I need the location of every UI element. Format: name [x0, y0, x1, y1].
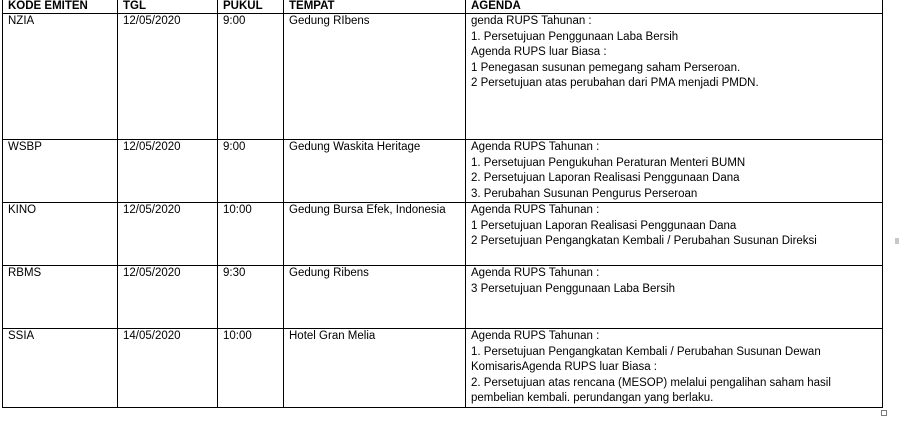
- header-tgl: TGL: [118, 0, 218, 14]
- table-row: [3, 266, 883, 329]
- cell-tgl: 12/05/2020: [118, 266, 218, 329]
- table-resize-handle[interactable]: [881, 410, 887, 416]
- cell-pukul: 10:00: [218, 203, 284, 266]
- agenda-line: 3 Persetujuan Penggunaan Laba Bersih: [471, 282, 675, 295]
- agenda-line: 2 Persetujuan Pengangkatan Kembali / Perubahan Susunan Direksi: [471, 235, 817, 247]
- table-row: [3, 14, 883, 140]
- table-row: [3, 203, 883, 266]
- agenda-line: Agenda RUPS luar Biasa :: [471, 46, 607, 58]
- cell-kode-emiten: RBMS: [3, 266, 118, 329]
- agenda-line: genda RUPS Tahunan :: [471, 15, 592, 27]
- header-kode-emiten: KODE EMITEN: [3, 0, 118, 14]
- cell-agenda: [466, 266, 883, 329]
- agenda-line: 1. Persetujuan Pengangkatan Kembali / Perubahan Susunan Dewan: [471, 345, 821, 358]
- agenda-line: Agenda RUPS Tahunan :: [471, 204, 600, 216]
- cell-kode-emiten: WSBP: [3, 140, 118, 203]
- cell-tgl: 14/05/2020: [118, 329, 218, 408]
- agenda-line: KomisarisAgenda RUPS luar Biasa :: [471, 361, 657, 373]
- agenda-line: 2. Persetujuan Laporan Realisasi Penggunaan Dana: [471, 172, 740, 184]
- agenda-line: 1 Penegasan susunan pemegang saham Perseroan.: [471, 61, 741, 74]
- agenda-line: 2. Persetujuan atas rencana (MESOP) melalui pengalihan saham hasil: [471, 376, 831, 389]
- header-row: [3, 0, 883, 14]
- agenda-line: 1. Persetujuan Pengukuhan Peraturan Menteri BUMN: [471, 156, 746, 169]
- table-row: [3, 140, 883, 203]
- cell-tgl: 12/05/2020: [118, 14, 218, 140]
- cell-agenda: [466, 329, 883, 408]
- cell-kode-emiten: SSIA: [3, 329, 118, 408]
- cell-pukul: 9:00: [218, 140, 284, 203]
- cell-tempat: Gedung Bursa Efek, Indonesia: [284, 203, 466, 266]
- cell-tempat: Gedung RIbens: [284, 14, 466, 140]
- cell-agenda: [466, 140, 883, 203]
- agenda-line: Agenda RUPS Tahunan :: [471, 141, 600, 153]
- table-row: [3, 329, 883, 408]
- cell-agenda: [466, 203, 883, 266]
- cell-agenda: [466, 14, 883, 140]
- header-pukul: PUKUL: [218, 0, 284, 14]
- cell-pukul: 9:00: [218, 14, 284, 140]
- scroll-marker: [895, 238, 899, 244]
- cell-tempat: Hotel Gran Melia: [284, 329, 466, 408]
- agenda-line: 2 Persetujuan atas perubahan dari PMA menjadi PMDN.: [471, 77, 759, 89]
- agenda-line: pembelian kembali. perundangan yang berlaku.: [471, 392, 714, 404]
- cell-tempat: Gedung Ribens: [284, 266, 466, 329]
- cell-tgl: 12/05/2020: [118, 203, 218, 266]
- cell-tgl: 12/05/2020: [118, 140, 218, 203]
- agenda-line: 1 Persetujuan Laporan Realisasi Penggunaan Dana: [471, 219, 737, 232]
- cell-kode-emiten: NZIA: [3, 14, 118, 140]
- cell-tempat: Gedung Waskita Heritage: [284, 140, 466, 203]
- agenda-line: Agenda RUPS Tahunan :: [471, 330, 600, 342]
- cell-kode-emiten: KINO: [3, 203, 118, 266]
- header-tempat: TEMPAT: [284, 0, 466, 14]
- agenda-line: 3. Perubahan Susunan Pengurus Perseroan: [471, 187, 698, 200]
- header-agenda: AGENDA: [466, 0, 883, 14]
- cell-pukul: 9:30: [218, 266, 284, 329]
- agenda-line: 1. Persetujuan Penggunaan Laba Bersih: [471, 30, 679, 43]
- cell-pukul: 10:00: [218, 329, 284, 408]
- agenda-line: Agenda RUPS Tahunan :: [471, 267, 600, 279]
- rups-schedule-table: [2, 0, 883, 408]
